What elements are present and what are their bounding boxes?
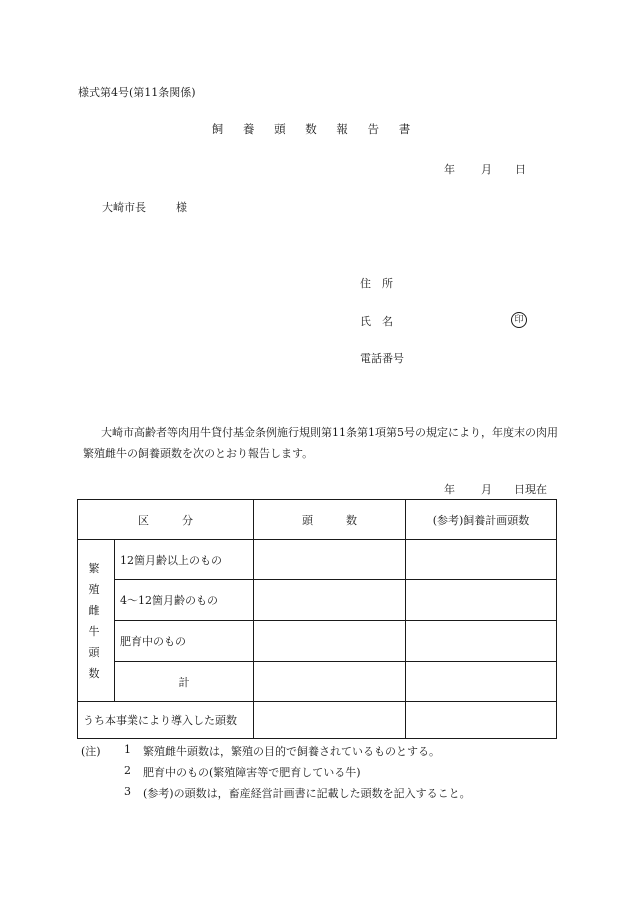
plan-cell[interactable] bbox=[406, 662, 557, 702]
count-cell[interactable] bbox=[254, 621, 406, 662]
count-cell[interactable] bbox=[254, 662, 406, 702]
header-category: 区 分 bbox=[78, 500, 254, 540]
as-of-year: 年 bbox=[444, 483, 455, 496]
count-cell[interactable] bbox=[254, 580, 406, 621]
date-year: 年 bbox=[444, 163, 455, 176]
document-title: 飼 養 頭 数 報 告 書 bbox=[211, 122, 419, 136]
seal-mark: 印 bbox=[511, 312, 527, 328]
date-month: 月 bbox=[481, 163, 492, 176]
plan-cell[interactable] bbox=[406, 540, 557, 580]
note-text: 肥育中のもの(繁殖障害等で肥育している牛) bbox=[143, 766, 361, 779]
name-label: 氏 名 bbox=[360, 315, 393, 328]
note-number: 2 bbox=[124, 764, 131, 777]
header-plan: (参考)飼養計画頭数 bbox=[406, 500, 557, 540]
table-header-row bbox=[78, 500, 557, 540]
livestock-count-table bbox=[77, 499, 557, 739]
form-number: 様式第4号(第11条関係) bbox=[78, 86, 196, 99]
report-statement: 大崎市高齢者等肉用牛貸付基金条例施行規則第11条第1項第5号の規定により，年度末の肉用繁殖雌牛の飼養頭数を次のとおり報告します。 bbox=[83, 426, 558, 460]
as-of-day: 日現在 bbox=[514, 483, 547, 496]
row-label: 12箇月齢以上のもの bbox=[115, 540, 254, 580]
row-label-introduced: うち本事業により導入した頭数 bbox=[78, 702, 254, 739]
addressee-honorific: 様 bbox=[176, 201, 187, 214]
notes-prefix: (注) bbox=[81, 745, 101, 758]
breeding-cow-group-label bbox=[78, 540, 115, 702]
phone-label: 電話番号 bbox=[360, 352, 404, 365]
group-label-line: 繁 殖 bbox=[88, 561, 104, 596]
group-label-line: 頭 数 bbox=[88, 645, 104, 680]
group-label-line: 雌 牛 bbox=[88, 603, 104, 638]
table-row bbox=[78, 540, 557, 580]
count-cell[interactable] bbox=[254, 702, 406, 739]
row-label-total: 計 bbox=[115, 662, 254, 702]
address-label: 住 所 bbox=[360, 277, 393, 290]
table-row bbox=[78, 580, 557, 621]
table-row bbox=[78, 662, 557, 702]
row-label: 肥育中のもの bbox=[115, 621, 254, 662]
plan-cell[interactable] bbox=[406, 621, 557, 662]
as-of-month: 月 bbox=[481, 483, 492, 496]
table-row bbox=[78, 621, 557, 662]
note-text: 繁殖雌牛頭数は，繁殖の目的で飼養されているものとする。 bbox=[143, 745, 440, 758]
note-text: (参考)の頭数は，畜産経営計画書に記載した頭数を記入すること。 bbox=[143, 787, 471, 800]
date-day: 日 bbox=[515, 163, 526, 176]
count-cell[interactable] bbox=[254, 540, 406, 580]
plan-cell[interactable] bbox=[406, 702, 557, 739]
header-count: 頭 数 bbox=[254, 500, 406, 540]
row-label: 4〜12箇月齢のもの bbox=[115, 580, 254, 621]
plan-cell[interactable] bbox=[406, 580, 557, 621]
note-number: 3 bbox=[124, 785, 131, 798]
addressee-name: 大崎市長 bbox=[102, 201, 146, 214]
note-number: 1 bbox=[124, 743, 131, 756]
table-row bbox=[78, 702, 557, 739]
